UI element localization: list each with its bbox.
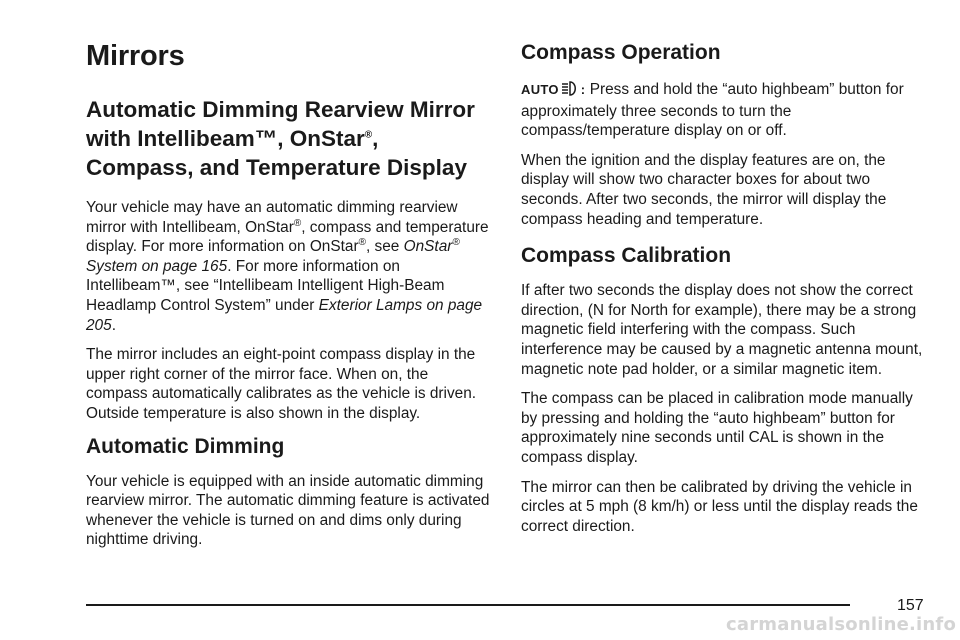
registered-mark: ®	[358, 237, 366, 249]
intro-text-c: , see	[365, 238, 404, 256]
auto-highbeam-icon	[561, 81, 579, 102]
watermark: carmanualsonline.info	[726, 614, 957, 635]
left-column	[86, 40, 494, 560]
registered-mark: ®	[452, 237, 460, 249]
registered-mark: ®	[293, 217, 302, 229]
calibration-paragraph-1: If after two seconds the display does not show the correct direction, (N for North for example), there may be a strong magnetic field interfering with the compass. Such interference may be caused by a magnetic antenna mount, magnetic note pad holder, or a similar magnetic item.	[521, 282, 923, 378]
link-text: System on page 165	[86, 257, 228, 275]
heading-line-2: with Intellibeam™, OnStar	[86, 126, 365, 151]
intro-text-b: , compass and temperature display. For more information on OnStar	[86, 218, 489, 256]
registered-mark: ®	[364, 129, 373, 141]
calibration-paragraph-2: The compass can be placed in calibration mode manually by pressing and holding the “auto highbeam” button for approximately nine seconds until CAL is shown in the compass display.	[521, 390, 913, 466]
dimming-paragraph: Your vehicle is equipped with an inside automatic dimming rearview mirror. The automatic dimming feature is activated whenever the vehicle is turned on and dims only during nighttime driving.	[86, 472, 490, 549]
display-paragraph: When the ignition and the display features are on, the display will show two character boxes for about two seconds. After two seconds, the mirror will display the compass heading and temperature.	[521, 151, 887, 228]
footer-rule	[86, 604, 850, 606]
page-number: 157	[897, 597, 924, 614]
right-column	[521, 40, 931, 546]
section-heading-automatic-dimming: Automatic Dimming	[86, 434, 285, 458]
link-text: OnStar	[403, 238, 453, 256]
section-heading-compass-calibration: Compass Calibration	[521, 244, 732, 268]
compass-paragraph: The mirror includes an eight-point compass display in the upper right corner of the mirror face. When on, the compass automatically calibrates as the vehicle is driven. Outside temperature is also shown in the display.	[86, 346, 477, 422]
intro-text-d: . For more information on Intellibeam™, see “Intellibeam Intelligent High-Beam Headlamp Control System” under	[86, 257, 445, 314]
auto-colon: :	[580, 82, 586, 97]
auto-label: AUTO	[521, 82, 559, 97]
heading-line-3: Compass, and Temperature Display	[86, 155, 467, 180]
compass-operation-paragraph	[521, 80, 931, 141]
intro-text-a: Your vehicle may have an automatic dimming rearview mirror with Intellibeam, OnStar	[86, 199, 458, 236]
calibration-paragraph-3: The mirror can then be calibrated by driving the vehicle in circles at 5 mph (8 km/h) or less until the display reads the correct direction.	[521, 478, 918, 535]
page-title: Mirrors	[86, 40, 185, 72]
section-heading-compass-operation: Compass Operation	[521, 41, 721, 64]
intro-paragraph	[86, 198, 494, 335]
heading-line-1: Automatic Dimming Rearview Mirror	[86, 97, 475, 122]
section-heading-mirror	[86, 95, 494, 182]
exterior-lamps-link[interactable]: Exterior Lamps on page 205	[86, 296, 483, 334]
compass-operation-text: Press and hold the “auto highbeam” button for approximately three seconds to turn the compass/temperature display on or off.	[521, 81, 904, 140]
heading-line-2-comma: ,	[372, 126, 379, 151]
intro-text-e: .	[111, 316, 116, 334]
